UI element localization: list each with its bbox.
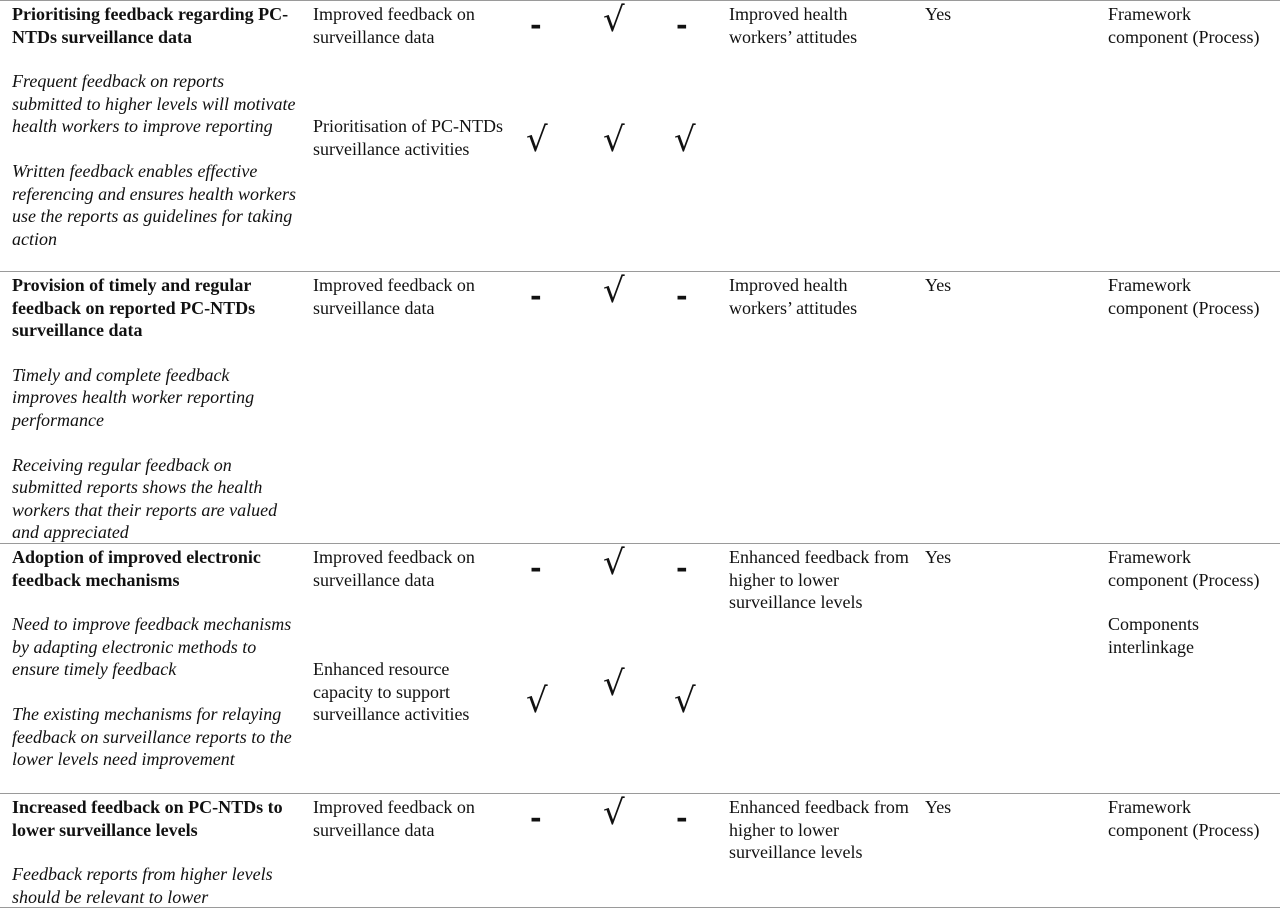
effect-cell — [729, 546, 914, 614]
dash-mark: - — [676, 279, 688, 312]
outcome-text: Improved feedback on surveillance data — [313, 4, 475, 47]
strategy-note: Frequent feedback on reports submitted to higher levels will motivate health workers to improve reporting — [12, 71, 296, 137]
strategy-title: Prioritising feedback regarding PC-NTDs surveillance data — [12, 4, 289, 47]
included-cell — [925, 274, 1025, 297]
strategy-title: Provision of timely and regular feedback on reported PC-NTDs surveillance data — [12, 275, 256, 341]
strategy-title: Increased feedback on PC-NTDs to lower surveillance levels — [12, 797, 283, 840]
dash-mark: - — [676, 8, 688, 41]
strategy-note: Need to improve feedback mechanisms by adapting electronic methods to ensure timely feedback — [12, 614, 292, 680]
outcome-cell — [313, 3, 503, 160]
included-text: Yes — [925, 547, 952, 567]
effect-cell — [729, 3, 914, 48]
outcome-cell — [313, 274, 503, 319]
strategy-cell — [12, 274, 297, 544]
framework-text: Framework component (Process) — [1108, 275, 1260, 318]
effect-text: Improved health workers’ attitudes — [729, 275, 858, 318]
strategy-note: Timely and complete feedback improves health worker reporting performance — [12, 364, 255, 430]
check-mark: √ — [603, 664, 625, 704]
strategy-note: Receiving regular feedback on submitted reports shows the health workers that their reports are valued and appreciated — [12, 454, 278, 543]
included-text: Yes — [925, 275, 952, 295]
table-row — [0, 793, 1280, 908]
outcome-cell — [313, 796, 503, 841]
check-mark: √ — [526, 681, 548, 721]
dash-mark: - — [530, 801, 542, 834]
outcome-text: Improved feedback on surveillance data — [313, 797, 475, 840]
included-text: Yes — [925, 4, 952, 24]
effect-cell — [729, 274, 914, 319]
effect-text: Enhanced feedback from higher to lower surveillance levels — [729, 547, 909, 613]
framework-cell — [1108, 796, 1273, 841]
check-mark: √ — [674, 120, 696, 160]
table-row — [0, 271, 1280, 543]
dash-mark: - — [530, 551, 542, 584]
check-mark: √ — [603, 543, 625, 583]
strategy-note: Written feedback enables effective referencing and ensures health workers use the reports as guidelines for taking action — [12, 160, 296, 249]
outcome-text: Prioritisation of PC-NTDs surveillance activities — [313, 116, 504, 159]
effect-cell — [729, 796, 914, 864]
strategy-title: Adoption of improved electronic feedback mechanisms — [12, 547, 261, 590]
included-cell — [925, 796, 1025, 819]
dash-mark: - — [676, 801, 688, 834]
framework-text: Components interlinkage — [1108, 614, 1200, 657]
included-cell — [925, 3, 1025, 26]
table-row — [0, 0, 1280, 271]
check-mark: √ — [674, 681, 696, 721]
outcome-text: Improved feedback on surveillance data — [313, 275, 475, 318]
framework-cell — [1108, 546, 1273, 658]
outcome-text: Improved feedback on surveillance data — [313, 547, 475, 590]
framework-text: Framework component (Process) — [1108, 797, 1260, 840]
included-text: Yes — [925, 797, 952, 817]
effect-text: Enhanced feedback from higher to lower surveillance levels — [729, 797, 909, 863]
table-row — [0, 543, 1280, 793]
dash-mark: - — [530, 279, 542, 312]
outcome-cell — [313, 546, 503, 726]
dash-mark: - — [530, 8, 542, 41]
framework-cell — [1108, 3, 1273, 48]
strategy-note: The existing mechanisms for relaying feedback on surveillance reports to the lower levels need improvement — [12, 703, 292, 770]
dash-mark: - — [676, 551, 688, 584]
strategy-cell — [12, 546, 297, 771]
check-mark: √ — [603, 271, 625, 311]
strategy-cell — [12, 3, 297, 250]
included-cell — [925, 546, 1025, 569]
effect-text: Improved health workers’ attitudes — [729, 4, 858, 47]
check-mark: √ — [603, 120, 625, 160]
check-mark: √ — [603, 793, 625, 833]
strategy-cell — [12, 796, 297, 908]
framework-cell — [1108, 274, 1273, 319]
outcome-text: Enhanced resource capacity to support surveillance activities — [313, 659, 470, 725]
framework-text: Framework component (Process) — [1108, 4, 1260, 47]
strategy-note: Feedback reports from higher levels should be relevant to lower — [12, 864, 273, 907]
check-mark: √ — [526, 120, 548, 160]
check-mark: √ — [603, 0, 625, 40]
framework-text: Framework component (Process) — [1108, 547, 1260, 590]
